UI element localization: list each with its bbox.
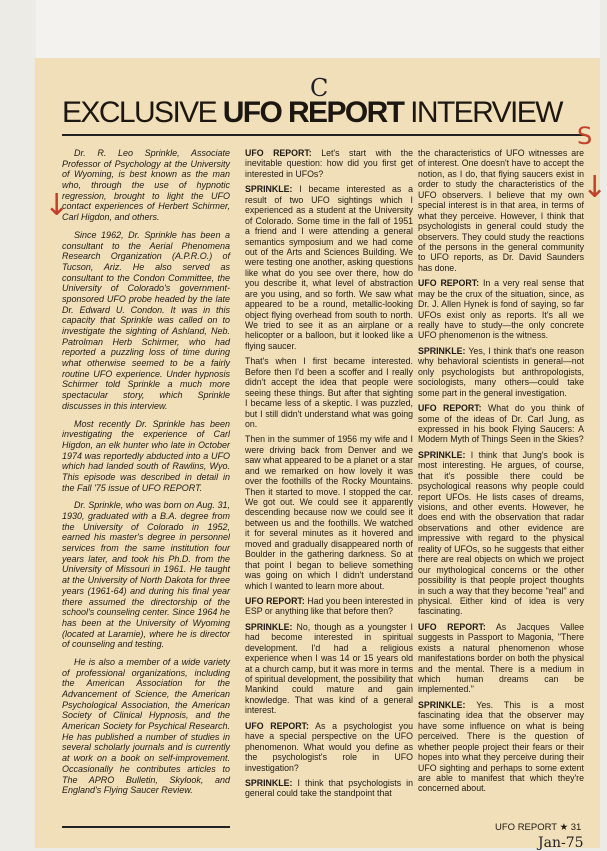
interview-paragraph: UFO REPORT: What do you think of some of the ideas of Dr. Carl Jung, as expressed in his book Flying Saucers: A Modern Myth of Things Seen in the Skies? — [418, 403, 585, 445]
interview-paragraph: SPRINKLE: I think that Jung's book is most interesting. He argues, of course, that it's possible there could be psychological reasons why people could report UFOs. He lists cases of dreams, visions, and other events. However, he does end with the observation that radar observations and other evidence are impressive with regard to the physical reality of UFOs, so he suggests that either there are real objects on which we project our mythological concerns or the other possibility is that people project thoughts in such a way that they become "real" and physical. Either kind of idea is very fascinating. — [418, 449, 584, 617]
interview-paragraph: That's when I first became interested. Before then I'd been a scoffer and I really didn't accept the idea that people were seeing these things. But after that sighting I became less of a skeptic. I was puzzled, but I still didn't understand what was going on. — [245, 356, 413, 429]
interview-paragraph: SPRINKLE: No, though as a youngster I had become interested in spiritual development. I'd had a religious experience when I was 14 or 15 years old at a church camp, but it was more in terms of spiritual development, the possibility that Mankind could mature and gain knowledge. That was kind of a general interest. — [245, 621, 413, 716]
interview-paragraph: UFO REPORT: As Jacques Vallee suggests in Passport to Magonia, "There exists a natural phenomenon whose manifestations border on both the physical and the mental. There is a medium in which human dreams can be implemented." — [418, 621, 584, 695]
interview-paragraph: SPRINKLE: I think that psychologists in general could take the standpoint that — [245, 777, 413, 799]
handwritten-date-note: Jan-75 — [538, 835, 584, 851]
intro-bottom-rule — [62, 826, 230, 828]
interview-paragraph: SPRINKLE: Yes. This is a most fascinating idea that the observer may have some influence on what is being perceived. There is the question of whether people project their fears or their hopes into what they perceive during their UFO sighting and perhaps to some extent are able to manifest that which they're concerned about. — [418, 699, 584, 794]
red-arrow-left-icon: ↓ — [44, 188, 70, 223]
interview-paragraph: UFO REPORT: Had you been interested in ESP or anything like that before then? — [245, 595, 414, 617]
interview-paragraph: UFO REPORT: Let's start with the inevitable question: how did you first get interested in UFOs? — [245, 148, 413, 179]
interview-paragraph: SPRINKLE: I became interested as a result of two UFO sightings which I experienced as a student at the University of Colorado. Some time in the fall of 1951 a friend and I were attending a general semantics symposium and we had come out of the Arts and Sciences Building. We were testing one another, asking questions like what do you see over there, how do you describe it, what level of abstraction are you using, and so forth. We saw what appeared to be a round, metallic-looking object flying overhead from south to north. We tried to see it as an airplane or a helicopter or a balloon, but it looked like a flying saucer. — [245, 184, 413, 351]
interview-paragraph: the characteristics of UFO witnesses are of interest. One doesn't have to accept the notion, as I do, that flying saucers exist in order to study the characteristics of the UFO observers. I believe that my own special interest is in that area, in terms of what they perceive. However, I think that psychologists in general could study the observers. They could study the reactions of the persons in the general community to UFO reports, as Dr. David Saunders has done. — [418, 148, 584, 273]
interview-paragraph: UFO REPORT: As a psychologist you have a special perspective on the UFO phenomenon. What would you define as the psychologist's role in UFO investigation? — [245, 720, 413, 773]
page-footer: UFO REPORT ★ 31 — [495, 822, 582, 833]
interview-column-3 — [418, 148, 584, 799]
paper-clip-area — [36, 0, 600, 60]
intro-paragraph: Dr. R. Leo Sprinkle, Associate Professor of Psychology at the University of Wyoming, is best known as the man who, through the use of hypnotic regression, brought to light the UFO contact experiences of Herbert Schirmer, Carl Higdon, and others. — [62, 148, 230, 223]
intro-column — [62, 148, 230, 803]
title-rule — [62, 134, 584, 136]
interview-paragraph: SPRINKLE: Yes, I think that's one reason why behavioral scientists in general—not only psychologists but anthropologists, sociologists, many others—could take some part in the general investigation. — [418, 345, 584, 398]
intro-paragraph: Most recently Dr. Sprinkle has been investigating the experience of Carl Higdon, an elk hunter who late in October 1974 was reportedly abducted into a UFO which had landed south of Rawlins, Wyo. This episode was described in detail in the Fall '75 issue of UFO REPORT. — [62, 418, 230, 493]
interview-paragraph: UFO REPORT: In a very real sense that may be the crux of the situation, since, as Dr. J. Allen Hynek is fond of saying, so far UFOs exist only as reports. It's all we really have to study—the only concrete UFO phenomenon is the witness. — [418, 278, 585, 341]
interview-column-2 — [245, 148, 413, 804]
handwritten-s: S — [577, 122, 593, 150]
intro-paragraph: He is also a member of a wide variety of professional organizations, including the American Association for the Advancement of Science, the American Psychological Association, the American Society of Clinical Hypnosis, and the American Society for Psychical Research. He has published a number of studies in several scholarly journals and is currently at work on a book on self-improvement. Occasionally he contributes articles to The APRO Bulletin, Skylook, and England's Flying Saucer Review. — [62, 656, 230, 796]
intro-paragraph: Dr. Sprinkle, who was born on Aug. 31, 1930, graduated with a B.A. degree from the University of Colorado in 1952, earned his master's degree in personnel services from the same institution four years later, and took his Ph.D. from the University of Missouri in 1961. He taught at the University of North Dakota for three years (1961-64) and during his final year there assumed the directorship of the school's counseling center. Since 1964 he has been at the University of Wyoming (located at Laramie), where he is director of counseling and testing. — [62, 500, 230, 650]
intro-paragraph: Since 1962, Dr. Sprinkle has been a consultant to the Aerial Phenomena Research Organization (A.P.R.O.) of Tucson, Ariz. He also served as consultant to the Condon Committee, the University of Colorado's government-sponsored UFO probe headed by the late Dr. Edward U. Condon. It was in this capacity that Sprinkle was called on to investigate the sighting of Ashland, Neb. Patrolman Herb Schirmer, who had reported a puzzling loss of time during what otherwise seemed to be a fairly routine UFO experience. Under hypnosis Schirmer told Sprinkle a much more spectacular story, which Sprinkle discusses in this interview. — [62, 229, 230, 411]
interview-paragraph: Then in the summer of 1956 my wife and I were driving back from Denver and we saw what appeared to be a planet or a star and we remarked on how lovely it was over the foothills of the Rocky Mountains. Then it started to move. I stopped the car. We got out. We could see it apparently descending because now we could see it between us and the foothills. We watched it for several minutes as it hovered and moved and gradually disappeared north of Boulder in the gathering darkness. So at that point I began to believe something was going on which I didn't understand which I wanted to learn more about. — [245, 434, 413, 591]
red-arrow-right-icon: ↓ — [582, 170, 607, 205]
handwritten-c: C — [310, 74, 329, 102]
page-title: EXCLUSIVE UFO REPORT INTERVIEW — [62, 96, 562, 129]
